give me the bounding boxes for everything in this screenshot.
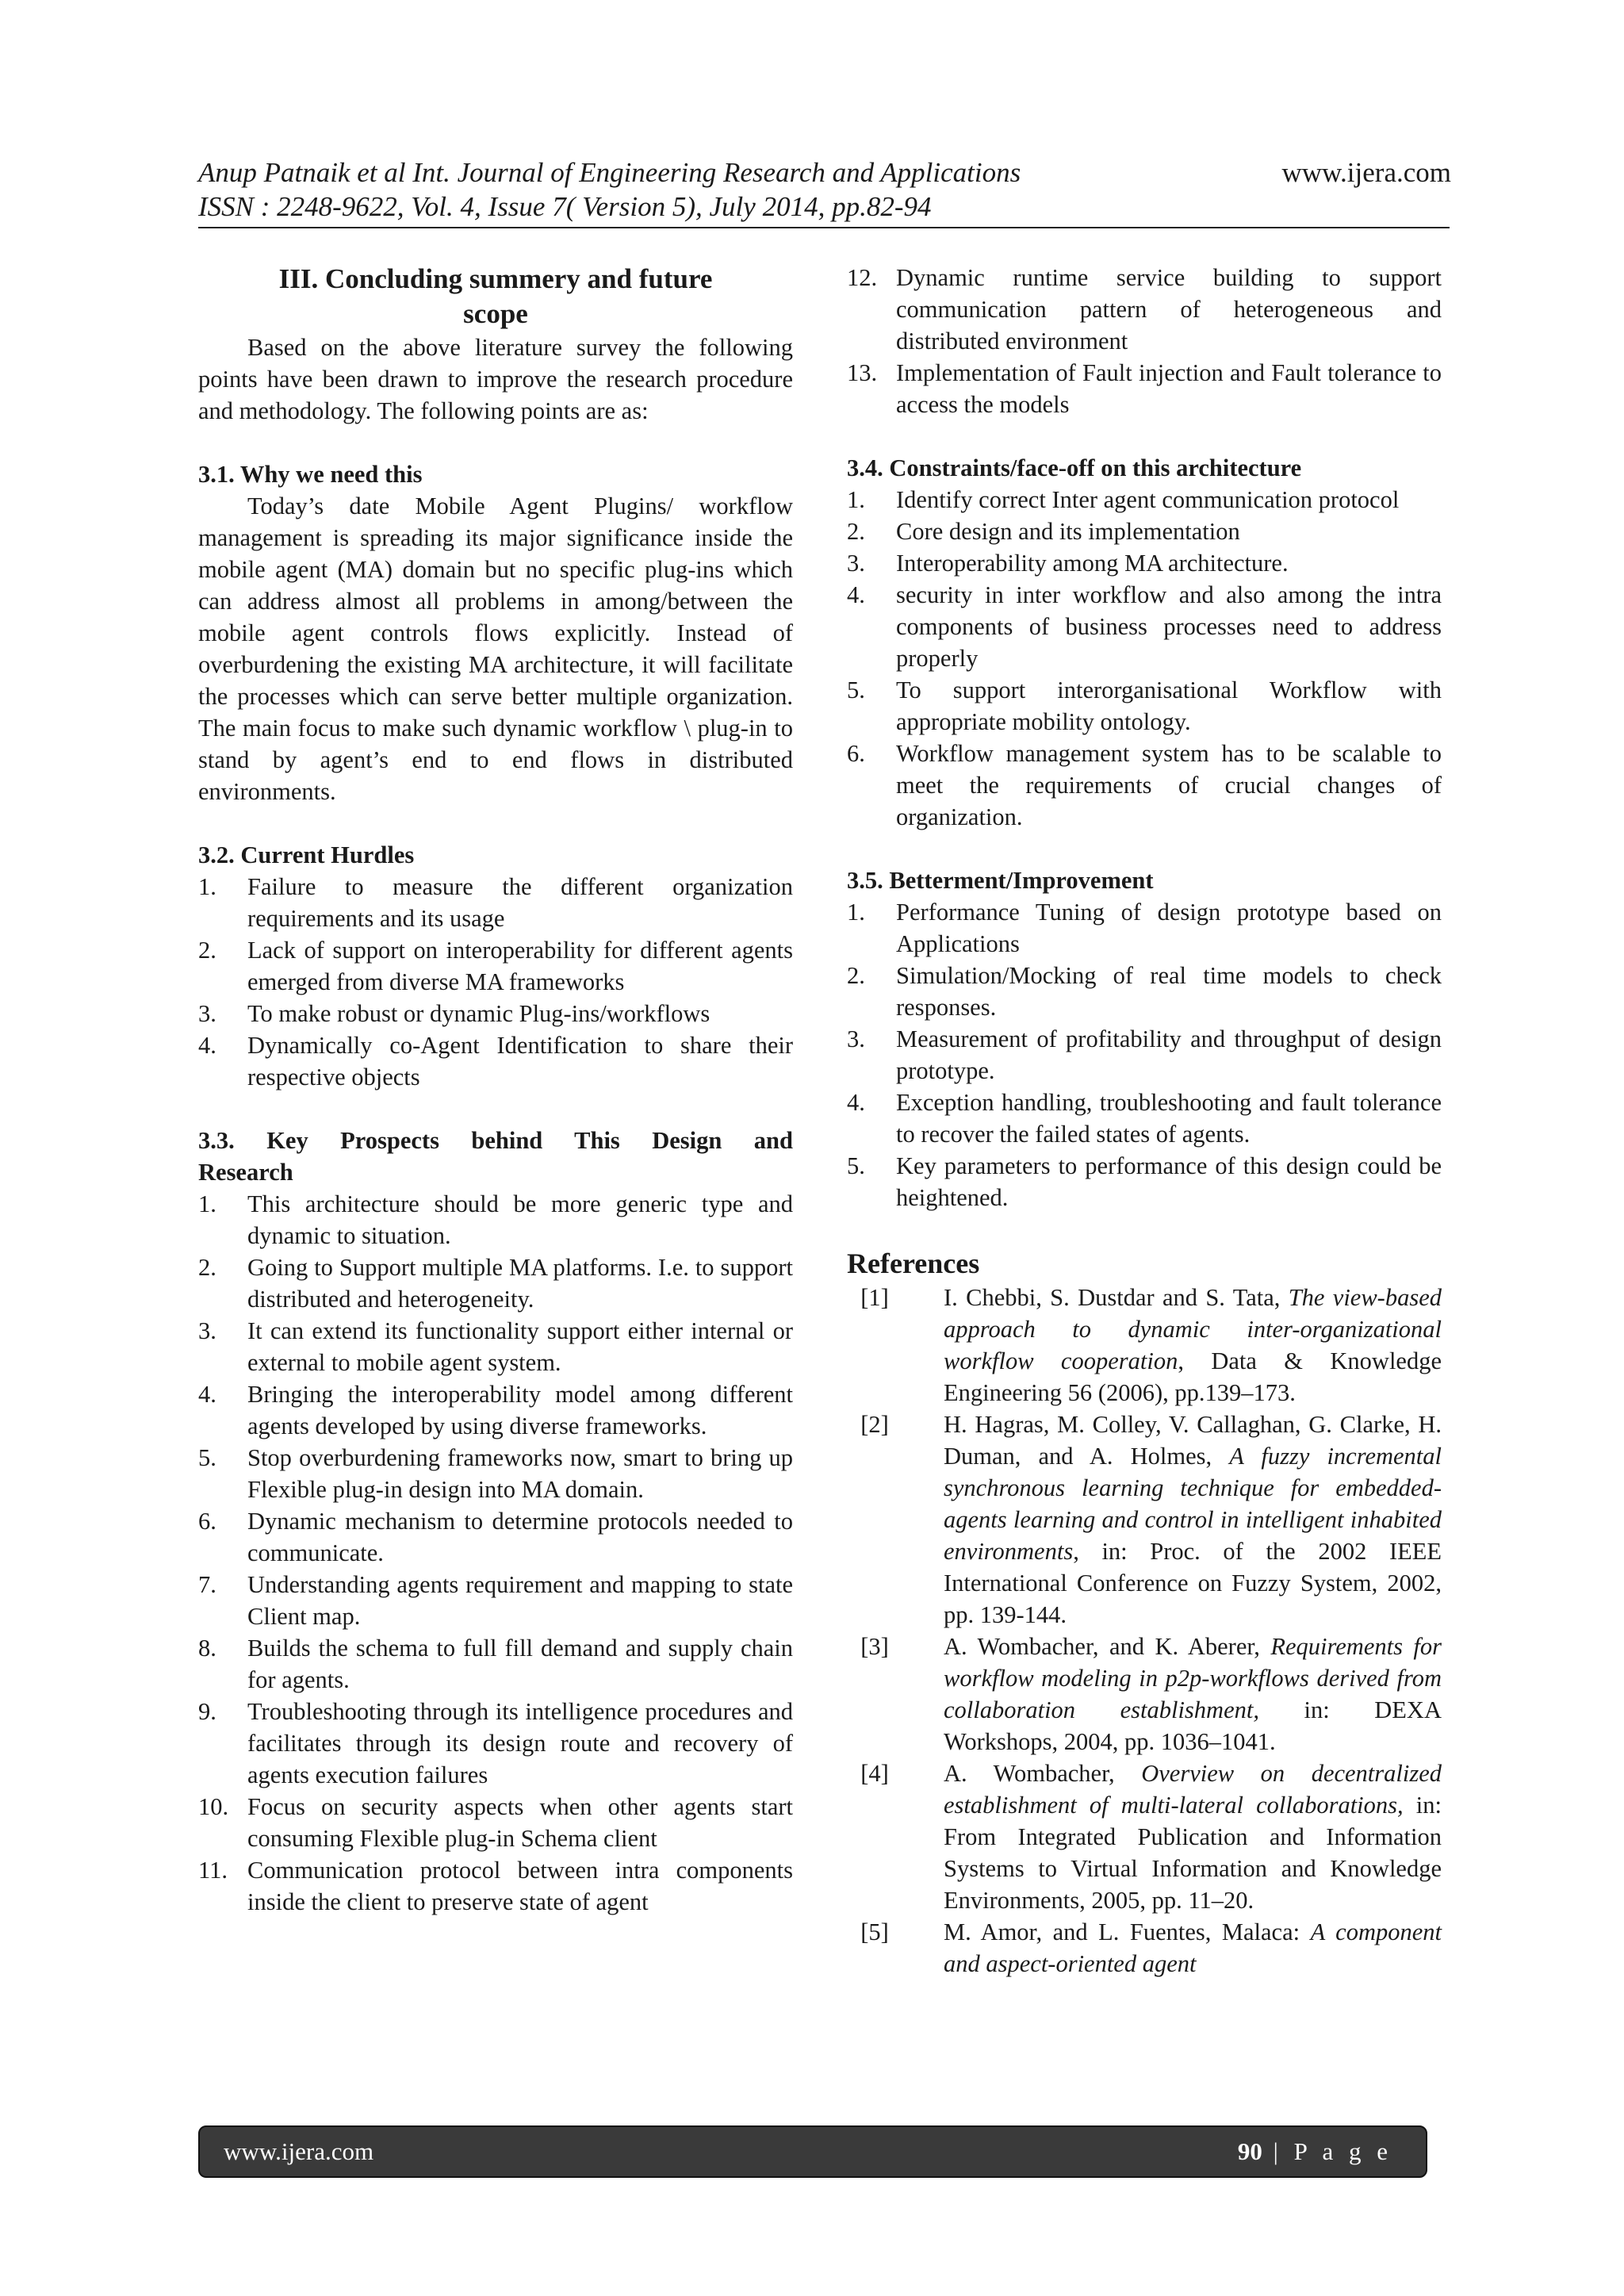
list-item: 3. Measurement of profitability and throughput of design prototype.: [847, 1025, 1442, 1084]
page-number: 90 | P a g e: [1237, 2137, 1392, 2165]
list-item: 1. Failure to measure the different organization requirements and its usage: [198, 873, 793, 932]
journal-line: Anup Patnaik et al Int. Journal of Engineering Research and Applications: [198, 157, 1021, 188]
section-title: III. Concluding summery and future scope: [278, 263, 713, 329]
list-3-3-continued: [847, 262, 1442, 420]
section-intro: Based on the above literature survey the following points have been drawn to improve the research procedure and methodology. The following points are as:: [198, 334, 793, 424]
list-item: 7. Understanding agents requirement and mapping to state Client map.: [198, 1571, 793, 1630]
list-item: 4. Dynamically co-Agent Identification to share their respective objects: [198, 1032, 793, 1091]
references-heading: References: [847, 1248, 980, 1279]
issn-line: ISSN : 2248-9622, Vol. 4, Issue 7( Version 5), July 2014, pp.82-94: [198, 191, 932, 222]
list-item: 6. Workflow management system has to be scalable to meet the requirements of crucial changes of organization.: [847, 740, 1442, 830]
heading-3-2: 3.2. Current Hurdles: [198, 841, 415, 868]
list-item: 5. To support interorganisational Workflow with appropriate mobility ontology.: [847, 677, 1442, 735]
list-item: 4. Bringing the interoperability model among different agents developed by using diverse frameworks.: [198, 1381, 793, 1439]
heading-3-4: 3.4. Constraints/face-off on this architecture: [847, 454, 1302, 481]
left-column: [198, 262, 793, 1918]
reference-item: [5] M. Amor, and L. Fuentes, Malaca: A component and aspect-oriented agent: [860, 1918, 1442, 1977]
header-site[interactable]: www.ijera.com: [1281, 157, 1451, 188]
heading-3-5: 3.5. Betterment/Improvement: [847, 867, 1154, 894]
paragraph-3-1: Today’s date Mobile Agent Plugins/ workflow management is spreading its major significance inside the mobile agent (MA) domain but no specific plug-ins which can address almost all problems in among/between the mobile agent controls flows explicitly. Instead of overburdening the existing MA architecture, it will facilitate the processes which can serve better multiple organization. The main focus to make such dynamic workflow \ plug-in to stand by agent’s end to end flows in distributed environments.: [198, 493, 793, 805]
list-item: 5. Stop overburdening frameworks now, smart to bring up Flexible plug-in design into MA domain.: [198, 1444, 793, 1503]
list-3-3: [198, 1188, 793, 1918]
header-divider: [198, 227, 1450, 228]
list-item: 2. Core design and its implementation: [847, 518, 1240, 545]
heading-3-3: 3.3. Key Prospects behind This Design and: [198, 1127, 793, 1154]
list-item: 12. Dynamic runtime service building to support communication pattern of heterogeneous and distributed environment: [847, 264, 1442, 355]
footer-site[interactable]: www.ijera.com: [224, 2137, 374, 2165]
page-footer: [198, 2125, 1427, 2178]
heading-3-1: 3.1. Why we need this: [198, 461, 423, 488]
list-item: 2. Going to Support multiple MA platforms. I.e. to support distributed and heterogeneity.: [198, 1254, 793, 1313]
list-item: 2. Lack of support on interoperability for different agents emerged from diverse MA frameworks: [198, 937, 793, 995]
list-item: 4. Exception handling, troubleshooting and fault tolerance to recover the failed states of agents.: [847, 1089, 1442, 1148]
list-item: 3. Interoperability among MA architecture.: [847, 550, 1289, 577]
reference-item: [3] A. Wombacher, and K. Aberer, Requirements for workflow modeling in p2p-workflows derived from collaboration establishment, in: DEXA Workshops, 2004, pp. 1036–1041.: [860, 1633, 1442, 1755]
reference-item: [2] H. Hagras, M. Colley, V. Callaghan, G. Clarke, H. Duman, and A. Holmes, A fuzzy incremental synchronous learning technique for embedded-agents learning and control in intelligent inhabited environments, in: Proc. of the 2002 IEEE International Conference on Fuzzy System, 2002, pp. 139-144.: [860, 1411, 1442, 1628]
reference-item: [4] A. Wombacher, Overview on decentralized establishment of multi-lateral collaborations, in: From Integrated Publication and Information Systems to Virtual Information and Knowledge Environments, 2005, pp. 11–20.: [860, 1760, 1442, 1914]
list-item: 3. It can extend its functionality support either internal or external to mobile agent system.: [198, 1317, 793, 1376]
right-column: [847, 262, 1442, 1980]
list-item: 2. Simulation/Mocking of real time models to check responses.: [847, 962, 1442, 1021]
list-item: 1. Performance Tuning of design prototype based on Applications: [847, 899, 1442, 957]
list-item: 13. Implementation of Fault injection and Fault tolerance to access the models: [847, 359, 1442, 418]
list-item: 9. Troubleshooting through its intelligence procedures and facilitates through its design route and recovery of agents execution failures: [198, 1698, 793, 1788]
heading-3-3-cont: Research: [198, 1159, 293, 1186]
list-item: 1. Identify correct Inter agent communication protocol: [847, 486, 1400, 513]
list-3-2: [198, 871, 793, 1093]
list-item: 10. Focus on security aspects when other agents start consuming Flexible plug-in Schema client: [198, 1793, 793, 1852]
list-item: 1. This architecture should be more generic type and dynamic to situation.: [198, 1190, 793, 1249]
list-item: 8. Builds the schema to full fill demand and supply chain for agents.: [198, 1635, 793, 1693]
list-item: 6. Dynamic mechanism to determine protocols needed to communicate.: [198, 1508, 793, 1566]
list-item: 5. Key parameters to performance of this design could be heightened.: [847, 1152, 1442, 1211]
list-item: 3. To make robust or dynamic Plug-ins/workflows: [198, 1000, 710, 1027]
list-item: 4. security in inter workflow and also among the intra components of business processes need to address properly: [847, 581, 1442, 672]
list-3-5: [847, 896, 1442, 1213]
running-header: [198, 155, 1451, 224]
list-item: 11. Communication protocol between intra components inside the client to preserve state of agent: [198, 1857, 793, 1915]
reference-item: [1] I. Chebbi, S. Dustdar and S. Tata, The view-based approach to dynamic inter-organizational workflow cooperation, Data & Knowledge Engineering 56 (2006), pp.139–173.: [860, 1284, 1442, 1406]
list-3-4: [847, 484, 1442, 833]
